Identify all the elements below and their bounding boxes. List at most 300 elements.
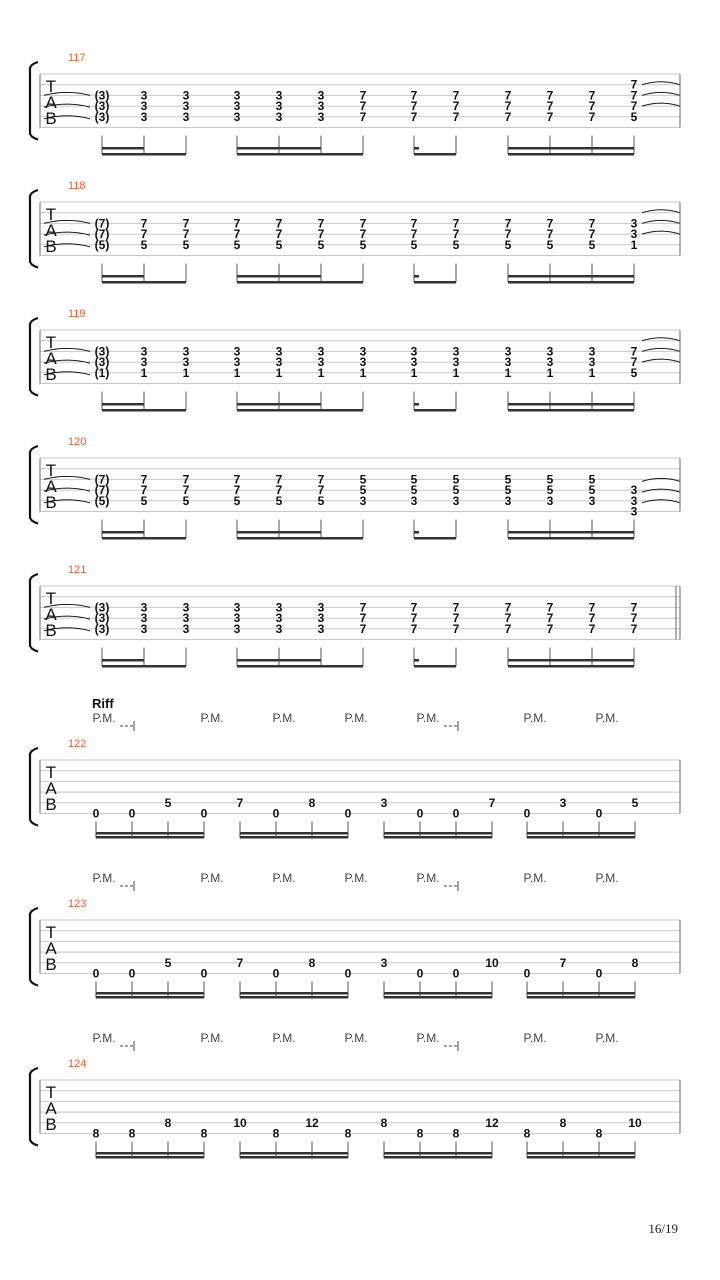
fret-number: 3 xyxy=(359,493,367,508)
palm-mute-mark: P.M. xyxy=(92,711,116,725)
fret-number: 7 xyxy=(359,216,367,231)
beam-primary xyxy=(102,153,186,156)
clef-letter-b: B xyxy=(45,493,57,512)
beam-secondary xyxy=(384,1156,492,1159)
fret-number: 3 xyxy=(275,611,283,626)
fret-number: 3 xyxy=(559,795,567,810)
fret-number: (5) xyxy=(94,493,110,508)
clef-letter-a: A xyxy=(45,1099,57,1118)
fret-number: 3 xyxy=(452,355,460,370)
beam-primary xyxy=(414,281,456,284)
beam-secondary xyxy=(527,1156,635,1159)
fret-number: 5 xyxy=(410,483,418,498)
fret-number: 7 xyxy=(359,109,367,124)
beam-secondary xyxy=(414,659,419,662)
beam-secondary xyxy=(414,147,419,150)
palm-mute-mark: P.M. xyxy=(416,871,440,885)
clef-letter-b: B xyxy=(45,237,57,256)
fret-number: 3 xyxy=(317,355,325,370)
fret-number: 7 xyxy=(140,472,148,487)
beam-primary xyxy=(102,409,186,412)
beam-primary xyxy=(508,153,634,156)
fret-number: 3 xyxy=(630,227,638,242)
fret-number: 3 xyxy=(140,355,148,370)
clef-letter-a: A xyxy=(45,939,57,958)
fret-number: 5 xyxy=(588,237,596,252)
fret-number: 7 xyxy=(410,99,418,114)
measure-number: 121 xyxy=(68,564,87,576)
fret-number: 3 xyxy=(504,344,512,359)
staff-bracket xyxy=(30,1068,38,1146)
beam-secondary xyxy=(527,996,635,999)
fret-number: 1 xyxy=(317,365,325,380)
fret-number: 10 xyxy=(628,1115,642,1130)
fret-number: 7 xyxy=(410,88,418,103)
palm-mute-mark: P.M. xyxy=(200,1031,224,1045)
palm-mute-mark: P.M. xyxy=(595,1031,619,1045)
fret-number: 1 xyxy=(452,365,460,380)
clef-letter-t: T xyxy=(45,333,57,352)
fret-number: 7 xyxy=(504,88,512,103)
fret-number: 7 xyxy=(275,472,283,487)
fret-number: 3 xyxy=(182,99,190,114)
fret-number: 8 xyxy=(595,1126,603,1141)
fret-number: 3 xyxy=(275,344,283,359)
fret-number: 7 xyxy=(630,344,638,359)
measure-number: 117 xyxy=(68,52,86,64)
beam-secondary xyxy=(240,836,348,839)
fret-number: 5 xyxy=(452,483,460,498)
fret-number: 7 xyxy=(546,621,554,636)
fret-number: 0 xyxy=(200,806,208,821)
fret-number: 7 xyxy=(546,216,554,231)
fret-number: (7) xyxy=(94,472,110,487)
fret-number: 1 xyxy=(233,365,241,380)
fret-number: 10 xyxy=(485,955,499,970)
fret-number: 5 xyxy=(164,795,172,810)
fret-number: 7 xyxy=(452,600,460,615)
fret-number: 3 xyxy=(504,493,512,508)
beam-primary xyxy=(102,665,186,668)
fret-number: 3 xyxy=(588,355,596,370)
beam-primary xyxy=(384,992,492,995)
fret-number: 3 xyxy=(233,621,241,636)
fret-number: 7 xyxy=(588,227,596,242)
clef-letter-a: A xyxy=(45,779,57,798)
beam-secondary xyxy=(414,275,419,278)
fret-number: 7 xyxy=(504,227,512,242)
fret-number: 3 xyxy=(630,216,638,231)
beam-secondary xyxy=(102,275,144,278)
clef-letter-a: A xyxy=(45,221,57,240)
clef-letter-b: B xyxy=(45,109,57,128)
fret-number: 7 xyxy=(140,483,148,498)
clef-letter-t: T xyxy=(45,923,57,942)
fret-number: 7 xyxy=(359,600,367,615)
staff-bracket xyxy=(30,190,38,268)
beam-primary xyxy=(508,409,634,412)
beam-primary xyxy=(237,153,363,156)
fret-number: 0 xyxy=(272,806,280,821)
beam-secondary xyxy=(414,403,419,406)
fret-number: 8 xyxy=(308,795,316,810)
fret-number: 1 xyxy=(504,365,512,380)
fret-number: 7 xyxy=(504,621,512,636)
beam-secondary xyxy=(414,531,419,534)
fret-number: 7 xyxy=(504,99,512,114)
fret-number: 0 xyxy=(344,806,352,821)
palm-mute-mark: P.M. xyxy=(416,711,440,725)
fret-number: 0 xyxy=(128,966,136,981)
beam-primary xyxy=(384,832,492,835)
fret-number: 3 xyxy=(140,99,148,114)
fret-number: 5 xyxy=(588,472,596,487)
fret-number: (7) xyxy=(94,227,110,242)
fret-number: 3 xyxy=(182,621,190,636)
clef-letter-t: T xyxy=(45,461,57,480)
fret-number: 3 xyxy=(182,355,190,370)
fret-number: 7 xyxy=(546,227,554,242)
fret-number: 5 xyxy=(317,237,325,252)
page-number: 16/19 xyxy=(648,1221,678,1236)
fret-number: 7 xyxy=(410,216,418,231)
fret-number: 3 xyxy=(140,88,148,103)
beam-secondary xyxy=(96,836,204,839)
beam-primary xyxy=(102,537,186,540)
fret-number: 3 xyxy=(233,344,241,359)
beam-primary xyxy=(237,665,363,668)
fret-number: 7 xyxy=(233,472,241,487)
fret-number: 3 xyxy=(233,109,241,124)
fret-number: 7 xyxy=(588,88,596,103)
fret-number: 7 xyxy=(630,77,638,92)
beam-secondary xyxy=(237,147,321,150)
fret-number: 5 xyxy=(546,483,554,498)
fret-number: 3 xyxy=(630,493,638,508)
fret-number: 8 xyxy=(452,1126,460,1141)
fret-number: 5 xyxy=(233,493,241,508)
fret-number: 7 xyxy=(452,227,460,242)
clef-letter-b: B xyxy=(45,795,57,814)
fret-number: (3) xyxy=(94,99,110,114)
palm-mute-mark: P.M. xyxy=(416,1031,440,1045)
beam-primary xyxy=(96,832,204,835)
fret-number: 3 xyxy=(182,611,190,626)
fret-number: 3 xyxy=(233,88,241,103)
staff-bracket xyxy=(30,574,38,652)
fret-number: 0 xyxy=(200,966,208,981)
fret-number: (3) xyxy=(94,88,110,103)
fret-number: 7 xyxy=(236,795,244,810)
beam-secondary xyxy=(508,403,634,406)
fret-number: 1 xyxy=(275,365,283,380)
beam-secondary xyxy=(237,403,321,406)
beam-primary xyxy=(527,1152,635,1155)
fret-number: 8 xyxy=(559,1115,567,1130)
fret-number: 3 xyxy=(630,483,638,498)
beam-secondary xyxy=(96,996,204,999)
beam-secondary xyxy=(508,531,634,534)
fret-number: 7 xyxy=(182,483,190,498)
fret-number: 7 xyxy=(317,472,325,487)
fret-number: 3 xyxy=(317,611,325,626)
fret-number: 7 xyxy=(317,227,325,242)
fret-number: 3 xyxy=(275,88,283,103)
clef-letter-a: A xyxy=(45,605,57,624)
fret-number: 3 xyxy=(275,355,283,370)
staff-bracket xyxy=(30,908,38,986)
fret-number: (3) xyxy=(94,611,110,626)
beam-secondary xyxy=(240,996,348,999)
fret-number: 5 xyxy=(630,109,638,124)
fret-number: 7 xyxy=(317,216,325,231)
fret-number: 5 xyxy=(182,237,190,252)
fret-number: 5 xyxy=(410,237,418,252)
fret-number: 7 xyxy=(317,483,325,498)
fret-number: 7 xyxy=(182,216,190,231)
fret-number: 3 xyxy=(317,99,325,114)
palm-mute-mark: P.M. xyxy=(272,711,296,725)
fret-number: 7 xyxy=(359,99,367,114)
beam-primary xyxy=(237,281,363,284)
fret-number: 3 xyxy=(380,795,388,810)
fret-number: 8 xyxy=(344,1126,352,1141)
fret-number: 7 xyxy=(488,795,496,810)
palm-mute-mark: P.M. xyxy=(523,871,547,885)
fret-number: (5) xyxy=(94,237,110,252)
fret-number: 1 xyxy=(630,237,638,252)
fret-number: (3) xyxy=(94,355,110,370)
measure-number: 120 xyxy=(68,436,87,448)
beam-primary xyxy=(414,153,456,156)
fret-number: (3) xyxy=(94,621,110,636)
fret-number: 5 xyxy=(359,237,367,252)
fret-number: 7 xyxy=(452,611,460,626)
fret-number: 7 xyxy=(588,216,596,231)
beam-secondary xyxy=(508,659,634,662)
fret-number: 0 xyxy=(452,966,460,981)
fret-number: 8 xyxy=(308,955,316,970)
fret-number: 5 xyxy=(504,472,512,487)
fret-number: 7 xyxy=(588,621,596,636)
fret-number: 7 xyxy=(140,227,148,242)
fret-number: 3 xyxy=(140,611,148,626)
fret-number: (7) xyxy=(94,483,110,498)
fret-number: 7 xyxy=(504,611,512,626)
palm-mute-mark: P.M. xyxy=(523,711,547,725)
fret-number: 3 xyxy=(317,600,325,615)
fret-number: 7 xyxy=(275,216,283,231)
fret-number: 7 xyxy=(359,621,367,636)
fret-number: 0 xyxy=(595,806,603,821)
fret-number: (3) xyxy=(94,344,110,359)
section-label: Riff xyxy=(92,696,114,711)
fret-number: 7 xyxy=(233,216,241,231)
staff-bracket xyxy=(30,446,38,524)
staff-bracket xyxy=(30,318,38,396)
palm-mute-mark: P.M. xyxy=(595,711,619,725)
fret-number: 3 xyxy=(275,621,283,636)
clef-letter-b: B xyxy=(45,1115,57,1134)
fret-number: 7 xyxy=(236,955,244,970)
fret-number: 1 xyxy=(588,365,596,380)
fret-number: 0 xyxy=(416,806,424,821)
beam-secondary xyxy=(237,275,321,278)
fret-number: 0 xyxy=(92,806,100,821)
beam-primary xyxy=(237,537,363,540)
fret-number: 8 xyxy=(200,1126,208,1141)
fret-number: 7 xyxy=(233,227,241,242)
fret-number: 7 xyxy=(410,621,418,636)
fret-number: 5 xyxy=(164,955,172,970)
fret-number: 5 xyxy=(275,493,283,508)
fret-number: 3 xyxy=(233,355,241,370)
beam-secondary xyxy=(527,836,635,839)
fret-number: 7 xyxy=(546,99,554,114)
fret-number: 8 xyxy=(92,1126,100,1141)
palm-mute-mark: P.M. xyxy=(272,1031,296,1045)
fret-number: 8 xyxy=(523,1126,531,1141)
fret-number: 3 xyxy=(233,99,241,114)
fret-number: 7 xyxy=(630,611,638,626)
fret-number: 3 xyxy=(359,355,367,370)
fret-number: 7 xyxy=(452,99,460,114)
fret-number: 7 xyxy=(559,955,567,970)
fret-number: 3 xyxy=(410,493,418,508)
fret-number: 5 xyxy=(504,237,512,252)
fret-number: 7 xyxy=(588,611,596,626)
fret-number: 0 xyxy=(452,806,460,821)
fret-number: 8 xyxy=(272,1126,280,1141)
fret-number: 3 xyxy=(359,344,367,359)
clef-letter-t: T xyxy=(45,763,57,782)
fret-number: 3 xyxy=(317,344,325,359)
beam-secondary xyxy=(384,836,492,839)
fret-number: 3 xyxy=(140,109,148,124)
fret-number: 5 xyxy=(359,483,367,498)
fret-number: 7 xyxy=(410,600,418,615)
fret-number: (1) xyxy=(94,365,110,380)
fret-number: 0 xyxy=(595,966,603,981)
fret-number: 7 xyxy=(588,99,596,114)
beam-secondary xyxy=(102,531,144,534)
fret-number: 7 xyxy=(504,216,512,231)
fret-number: 7 xyxy=(504,600,512,615)
fret-number: 8 xyxy=(164,1115,172,1130)
clef-letter-t: T xyxy=(45,1083,57,1102)
fret-number: 7 xyxy=(359,611,367,626)
beam-primary xyxy=(508,665,634,668)
beam-primary xyxy=(102,281,186,284)
fret-number: 7 xyxy=(546,611,554,626)
palm-mute-mark: P.M. xyxy=(344,1031,368,1045)
beam-primary xyxy=(527,992,635,995)
fret-number: 1 xyxy=(410,365,418,380)
fret-number: 3 xyxy=(182,88,190,103)
fret-number: 7 xyxy=(452,621,460,636)
fret-number: 7 xyxy=(546,88,554,103)
staff-bracket xyxy=(30,748,38,826)
fret-number: 7 xyxy=(452,216,460,231)
staff-bracket xyxy=(30,62,38,140)
fret-number: 3 xyxy=(317,88,325,103)
clef-letter-t: T xyxy=(45,77,57,96)
beam-primary xyxy=(384,1152,492,1155)
fret-number: 3 xyxy=(233,600,241,615)
clef-letter-b: B xyxy=(45,621,57,640)
palm-mute-mark: P.M. xyxy=(595,871,619,885)
fret-number: 7 xyxy=(182,472,190,487)
fret-number: 12 xyxy=(485,1115,499,1130)
fret-number: 3 xyxy=(182,600,190,615)
beam-primary xyxy=(414,665,456,668)
fret-number: 7 xyxy=(233,483,241,498)
fret-number: 5 xyxy=(546,472,554,487)
fret-number: 3 xyxy=(140,344,148,359)
fret-number: 7 xyxy=(452,109,460,124)
fret-number: 5 xyxy=(452,237,460,252)
beam-primary xyxy=(237,409,363,412)
fret-number: 5 xyxy=(546,237,554,252)
fret-number: 3 xyxy=(452,493,460,508)
fret-number: 5 xyxy=(317,493,325,508)
fret-number: 7 xyxy=(588,109,596,124)
fret-number: (3) xyxy=(94,600,110,615)
fret-number: 8 xyxy=(631,955,639,970)
fret-number: 3 xyxy=(588,493,596,508)
fret-number: 7 xyxy=(630,621,638,636)
palm-mute-mark: P.M. xyxy=(272,871,296,885)
fret-number: 7 xyxy=(588,600,596,615)
measure-number: 119 xyxy=(68,308,86,320)
beam-primary xyxy=(96,1152,204,1155)
beam-secondary xyxy=(384,996,492,999)
palm-mute-mark: P.M. xyxy=(523,1031,547,1045)
fret-number: 5 xyxy=(504,483,512,498)
fret-number: 3 xyxy=(630,504,638,519)
palm-mute-mark: P.M. xyxy=(200,711,224,725)
fret-number: 5 xyxy=(359,472,367,487)
measure-number: 118 xyxy=(68,180,86,192)
fret-number: 1 xyxy=(182,365,190,380)
fret-number: 7 xyxy=(410,109,418,124)
fret-number: 7 xyxy=(546,600,554,615)
fret-number: 5 xyxy=(140,493,148,508)
fret-number: (7) xyxy=(94,216,110,231)
fret-number: 0 xyxy=(344,966,352,981)
clef-letter-b: B xyxy=(45,365,57,384)
fret-number: 0 xyxy=(523,966,531,981)
measure-number: 122 xyxy=(68,738,87,750)
measure-number: 124 xyxy=(68,1058,87,1070)
fret-number: 1 xyxy=(359,365,367,380)
fret-number: 5 xyxy=(630,365,638,380)
fret-number: 7 xyxy=(546,109,554,124)
fret-number: 3 xyxy=(140,621,148,636)
palm-mute-mark: P.M. xyxy=(92,1031,116,1045)
beam-primary xyxy=(240,832,348,835)
palm-mute-mark: P.M. xyxy=(344,711,368,725)
fret-number: 3 xyxy=(140,600,148,615)
fret-number: 10 xyxy=(233,1115,247,1130)
beam-primary xyxy=(508,281,634,284)
fret-number: 7 xyxy=(630,355,638,370)
beam-primary xyxy=(414,537,456,540)
fret-number: 5 xyxy=(275,237,283,252)
fret-number: 1 xyxy=(140,365,148,380)
fret-number: 3 xyxy=(182,109,190,124)
beam-primary xyxy=(527,832,635,835)
